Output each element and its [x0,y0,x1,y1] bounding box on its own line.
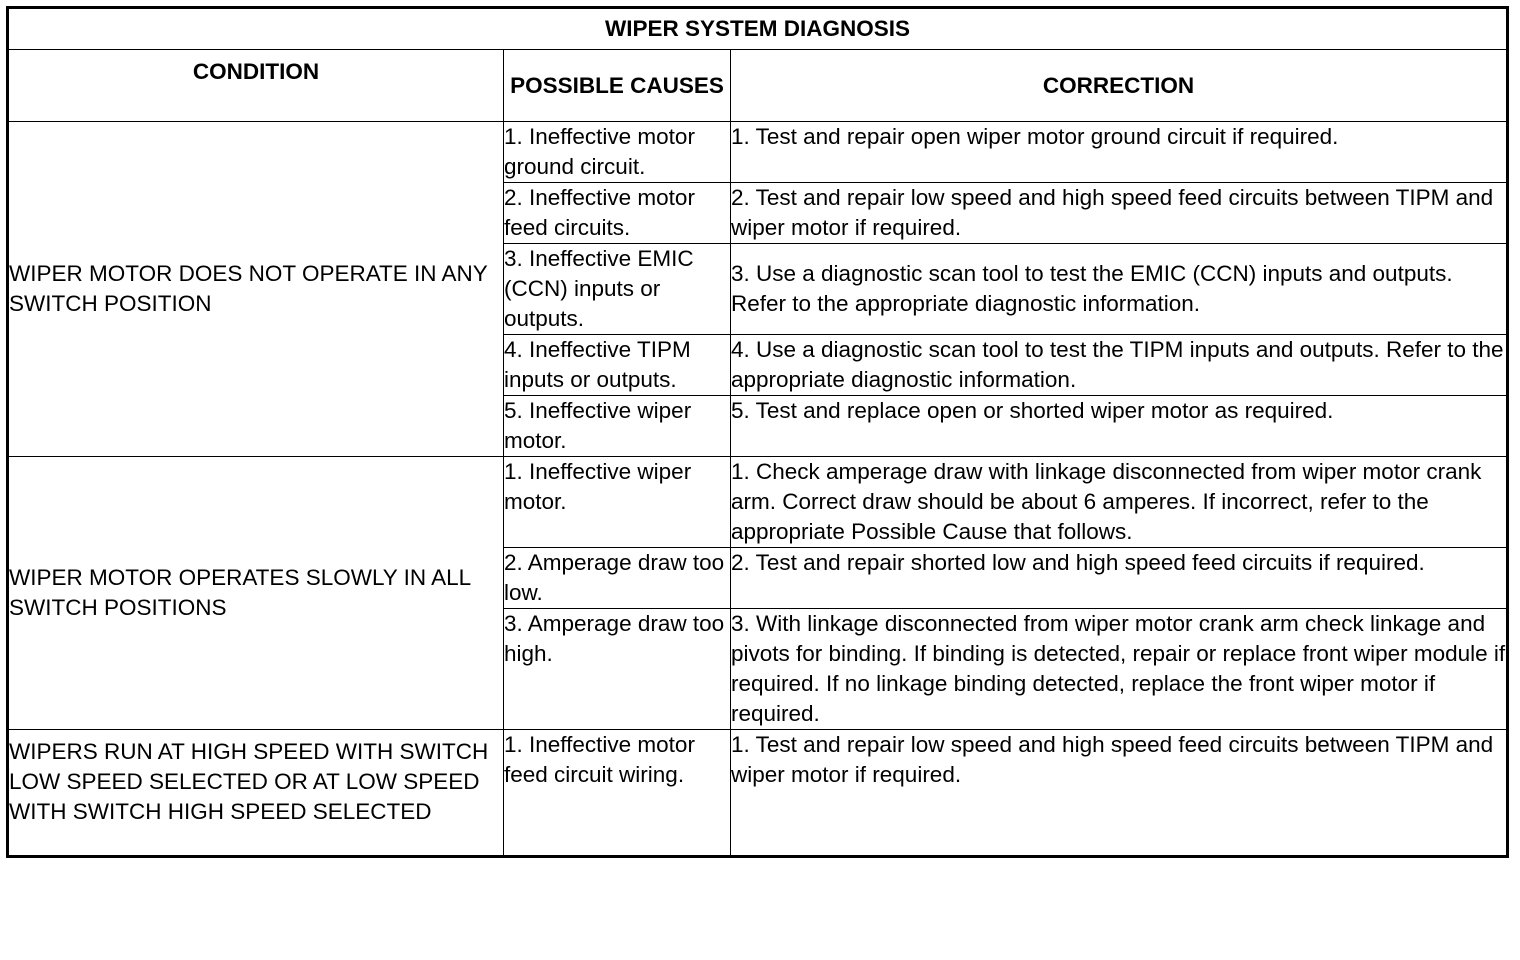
cause-cell: 1. Ineffective motor ground circuit. [504,122,731,183]
correction-cell: 2. Test and repair shorted low and high speed feed circuits if required. [731,548,1508,609]
cause-cell: 4. Ineffective TIPM inputs or outputs. [504,335,731,396]
cause-cell: 1. Ineffective wiper motor. [504,457,731,548]
table-row [8,457,1508,548]
table-row [8,122,1508,183]
header-condition: CONDITION [8,50,504,122]
correction-cell: 5. Test and replace open or shorted wiper motor as required. [731,396,1508,457]
condition-cell: WIPER MOTOR DOES NOT OPERATE IN ANY SWITCH POSITION [8,122,504,457]
correction-cell: 2. Test and repair low speed and high speed feed circuits between TIPM and wiper motor if required. [731,183,1508,244]
correction-cell: 3. Use a diagnostic scan tool to test the EMIC (CCN) inputs and outputs. Refer to the appropriate diagnostic information. [731,244,1508,335]
cause-cell: 2. Amperage draw too low. [504,548,731,609]
condition-cell: WIPERS RUN AT HIGH SPEED WITH SWITCH LOW SPEED SELECTED OR AT LOW SPEED WITH SWITCH HIGH SPEED SELECTED [8,730,504,857]
header-possible-causes: POSSIBLE CAUSES [504,50,731,122]
correction-cell: 1. Check amperage draw with linkage disconnected from wiper motor crank arm. Correct draw should be about 6 amperes. If incorrect, refer to the appropriate Possible Cause that follows. [731,457,1508,548]
correction-cell: 4. Use a diagnostic scan tool to test the TIPM inputs and outputs. Refer to the appropriate diagnostic information. [731,335,1508,396]
cause-cell: 2. Ineffective motor feed circuits. [504,183,731,244]
header-correction: CORRECTION [731,50,1508,122]
table-title: WIPER SYSTEM DIAGNOSIS [8,8,1508,50]
correction-cell: 1. Test and repair low speed and high speed feed circuits between TIPM and wiper motor if required. [731,730,1508,857]
table-row [8,730,1508,857]
correction-cell: 3. With linkage disconnected from wiper motor crank arm check linkage and pivots for binding. If binding is detected, repair or replace front wiper module if required. If no linkage binding detected, replace the front wiper motor if required. [731,609,1508,730]
diagnosis-table [6,6,1509,858]
correction-cell: 1. Test and repair open wiper motor ground circuit if required. [731,122,1508,183]
cause-cell: 3. Amperage draw too high. [504,609,731,730]
cause-cell: 3. Ineffective EMIC (CCN) inputs or outputs. [504,244,731,335]
condition-cell: WIPER MOTOR OPERATES SLOWLY IN ALL SWITCH POSITIONS [8,457,504,730]
cause-cell: 5. Ineffective wiper motor. [504,396,731,457]
cause-cell: 1. Ineffective motor feed circuit wiring. [504,730,731,857]
